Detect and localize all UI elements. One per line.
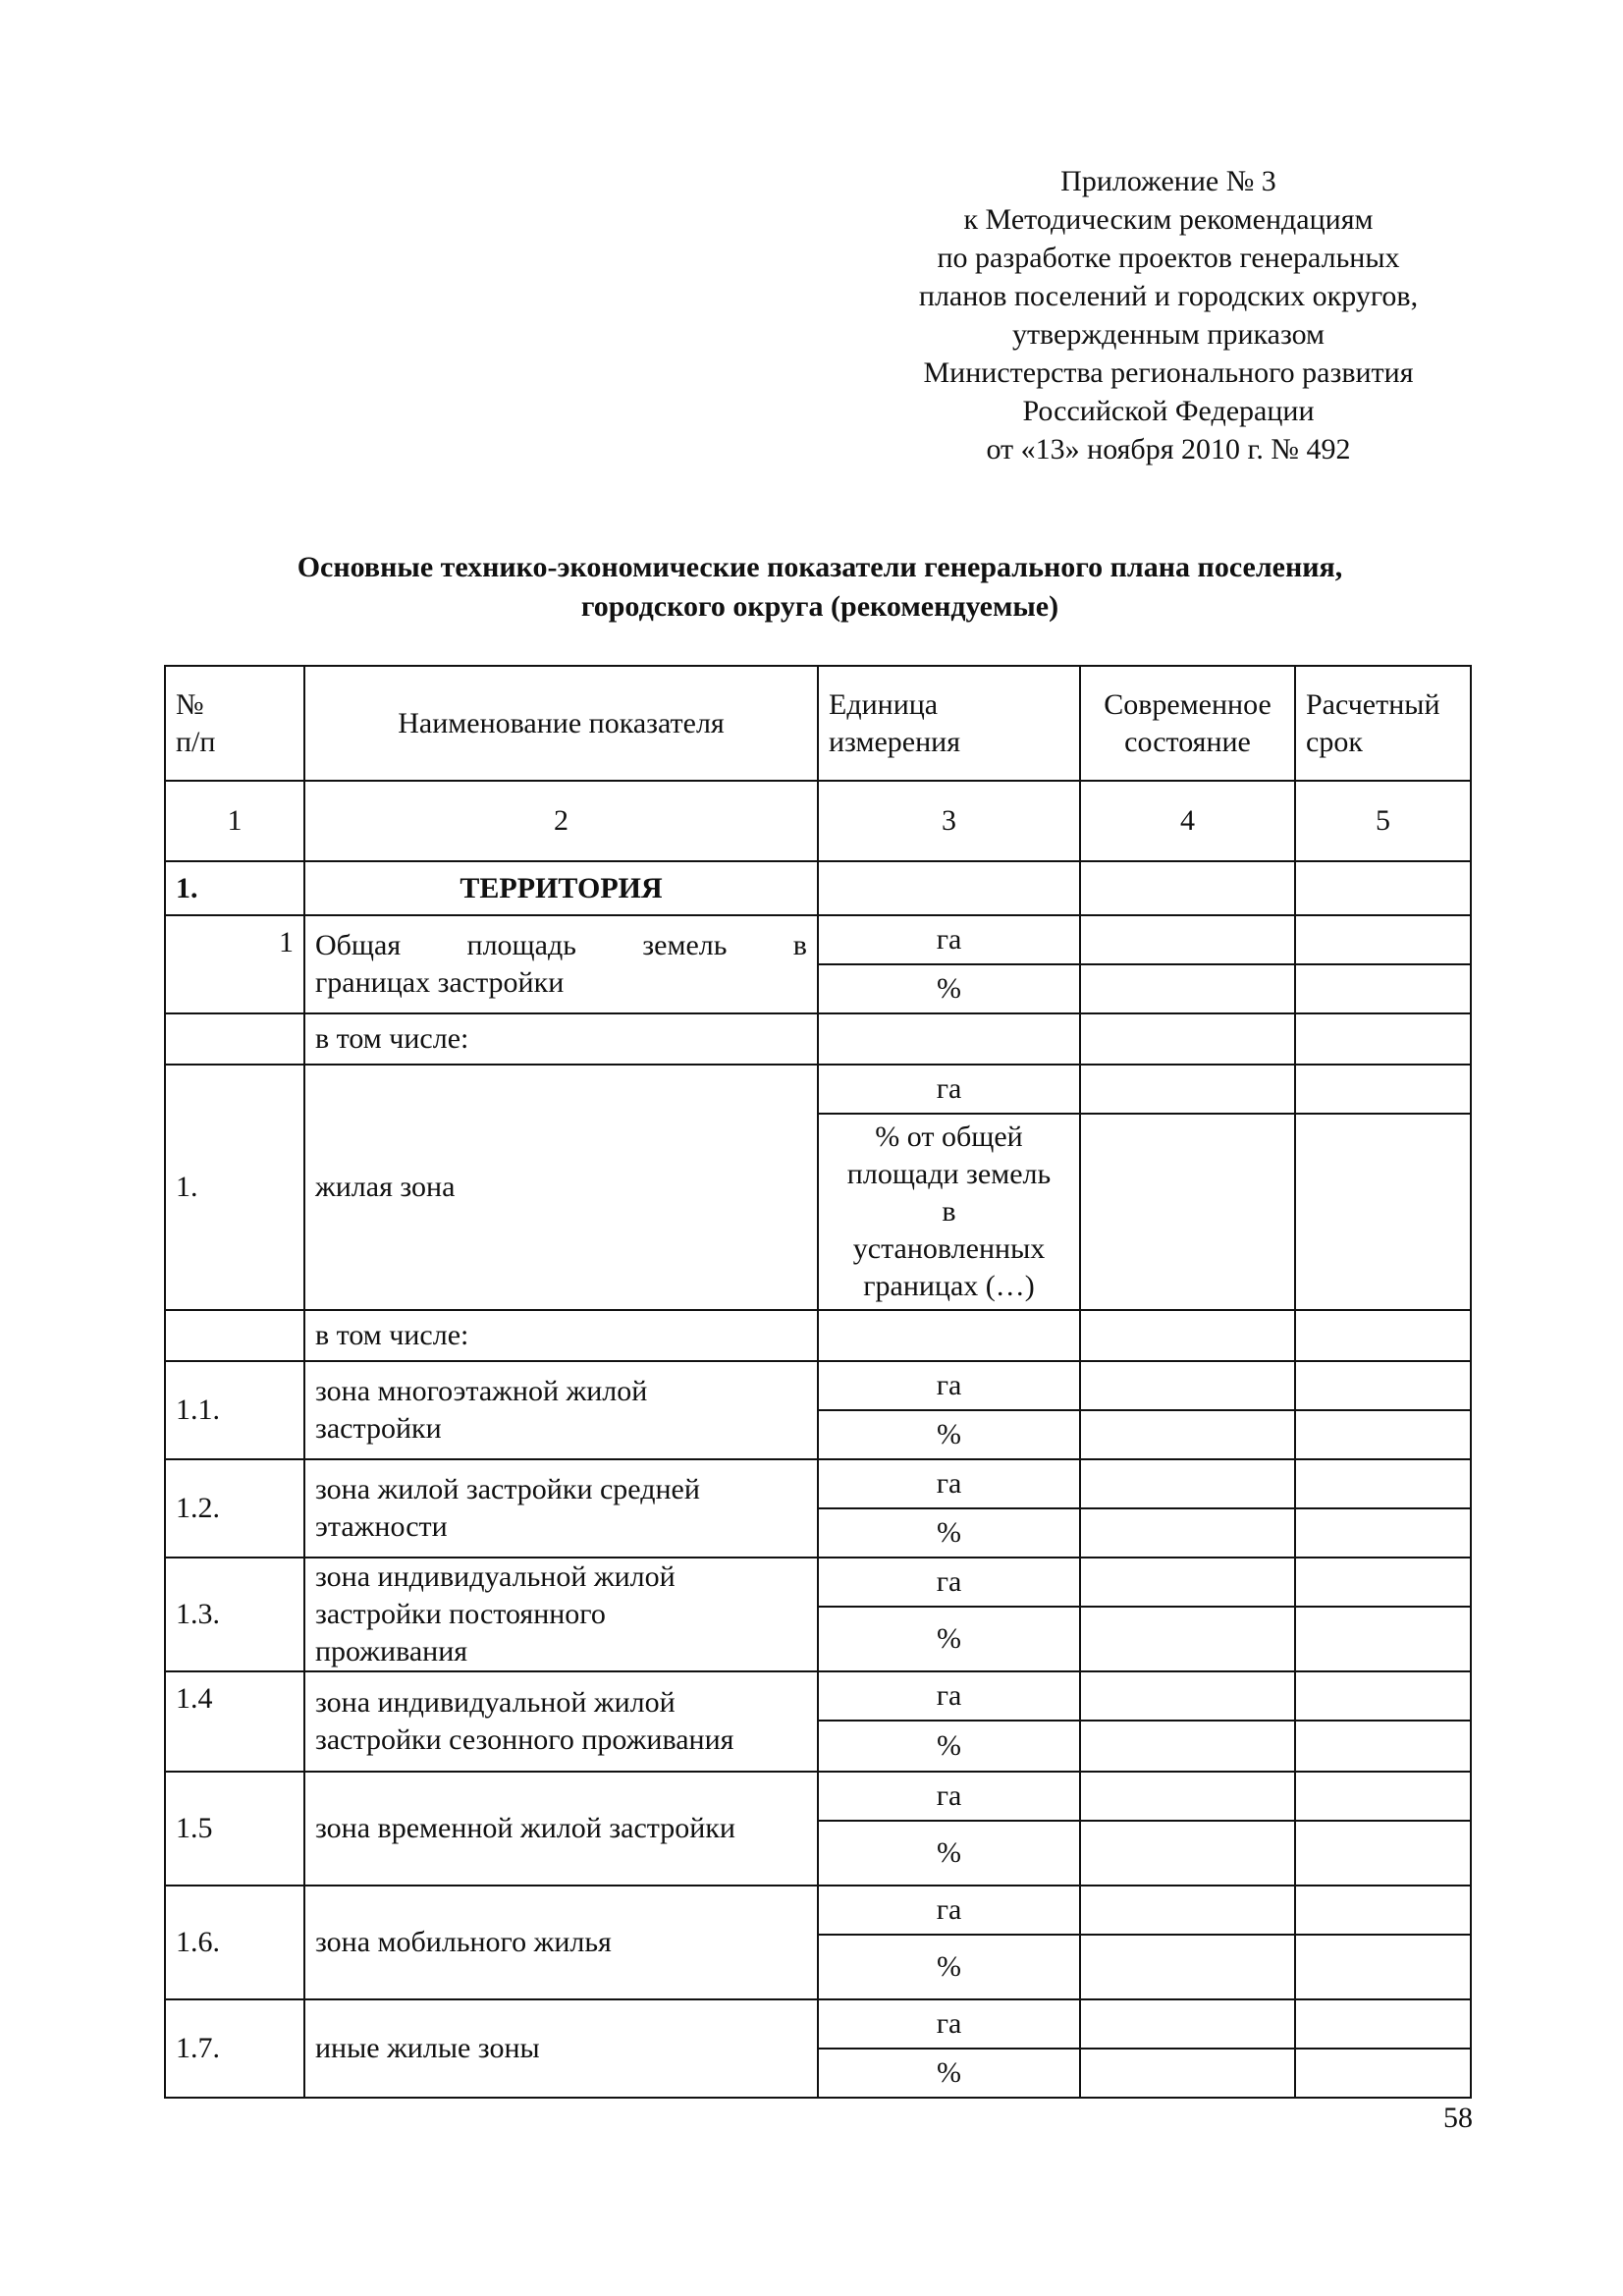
empty-cell	[1295, 1772, 1471, 1821]
unit-cell: %	[818, 1721, 1080, 1772]
row-name-line	[315, 927, 807, 964]
unit-cell: %	[818, 1508, 1080, 1558]
empty-cell	[1080, 1558, 1295, 1607]
row-num: 1.7.	[165, 1999, 304, 2098]
empty-cell	[1295, 2049, 1471, 2098]
unit-cell: %	[818, 1821, 1080, 1886]
table-row	[165, 1999, 1471, 2049]
empty-cell	[1295, 1459, 1471, 1508]
row-name-line: границах застройки	[315, 966, 565, 999]
header-unit	[818, 666, 1080, 781]
table-row	[165, 1671, 1471, 1721]
column-number: 1	[165, 781, 304, 861]
empty-cell	[1295, 1508, 1471, 1558]
row-num: 1	[165, 915, 304, 1013]
header-current-line: Современное	[1104, 687, 1271, 721]
empty-cell	[1295, 1114, 1471, 1310]
header-target	[1295, 666, 1471, 781]
table-row	[165, 1013, 1471, 1065]
table-row	[165, 1558, 1471, 1607]
header-target-line: срок	[1306, 725, 1363, 758]
empty-cell	[1080, 1065, 1295, 1114]
row-name	[304, 1671, 818, 1772]
appendix-line: по разработке проектов генеральных	[937, 242, 1400, 274]
empty-cell	[1080, 1508, 1295, 1558]
row-name	[304, 1558, 818, 1671]
row-name-line: застройки	[315, 1412, 442, 1445]
section-num: 1.	[165, 861, 304, 915]
row-name-line: застройки постоянного	[315, 1598, 606, 1630]
unit-line: границах (…)	[863, 1270, 1035, 1302]
row-name	[304, 1361, 818, 1459]
document-title-line: Основные технико-экономические показатели генерального плана поселения,	[297, 551, 1343, 583]
header-unit-line: Единица	[829, 687, 939, 721]
row-name: иные жилые зоны	[304, 1999, 818, 2098]
empty-cell	[1080, 964, 1295, 1013]
header-current	[1080, 666, 1295, 781]
unit-line: в	[942, 1195, 956, 1228]
row-num: 1.1.	[165, 1361, 304, 1459]
header-current-line: состояние	[1124, 725, 1251, 758]
header-name: Наименование показателя	[304, 666, 818, 781]
empty-cell	[1295, 1013, 1471, 1065]
document-title	[157, 548, 1483, 627]
unit-cell: %	[818, 1607, 1080, 1671]
empty-cell	[1295, 1361, 1471, 1410]
row-name	[304, 1459, 818, 1558]
unit-cell: %	[818, 2049, 1080, 2098]
row-name: в том числе:	[304, 1310, 818, 1361]
empty-cell	[1295, 1886, 1471, 1935]
empty-cell	[1295, 1821, 1471, 1886]
row-num: 1.6.	[165, 1886, 304, 1999]
empty-cell	[1295, 915, 1471, 964]
appendix-line: планов поселений и городских округов,	[918, 280, 1419, 312]
empty-cell	[1080, 1013, 1295, 1065]
empty-cell	[1080, 1772, 1295, 1821]
appendix-line: Приложение № 3	[1060, 165, 1276, 197]
row-num: 1.5	[165, 1772, 304, 1886]
header-num-line: №	[176, 687, 204, 721]
unit-line: установленных	[852, 1232, 1046, 1265]
unit-cell: га	[818, 1886, 1080, 1935]
page-number: 58	[1443, 2102, 1473, 2134]
unit-cell: %	[818, 964, 1080, 1013]
row-name: жилая зона	[304, 1065, 818, 1310]
appendix-header	[864, 162, 1473, 468]
appendix-line: утвержденным приказом	[1011, 318, 1325, 351]
empty-cell	[818, 1013, 1080, 1065]
empty-cell	[1080, 2049, 1295, 2098]
header-target-line: Расчетный	[1306, 687, 1440, 721]
row-name-line: проживания	[315, 1635, 468, 1667]
row-name: зона временной жилой застройки	[304, 1772, 818, 1886]
empty-cell	[1080, 1721, 1295, 1772]
section-row	[165, 861, 1471, 915]
table-row	[165, 1459, 1471, 1508]
unit-cell: га	[818, 1999, 1080, 2049]
empty-cell	[1080, 1114, 1295, 1310]
unit-cell: га	[818, 1459, 1080, 1508]
empty-cell	[818, 1310, 1080, 1361]
empty-cell	[1295, 964, 1471, 1013]
empty-cell	[1295, 1999, 1471, 2049]
header-unit-line: измерения	[829, 725, 961, 758]
empty-cell	[1080, 1999, 1295, 2049]
unit-cell: га	[818, 1671, 1080, 1721]
table-row	[165, 915, 1471, 964]
section-name: ТЕРРИТОРИЯ	[304, 861, 818, 915]
unit-cell: га	[818, 915, 1080, 964]
column-number: 5	[1295, 781, 1471, 861]
empty-cell	[1080, 1410, 1295, 1459]
empty-cell	[1080, 1361, 1295, 1410]
appendix-line: от «13» ноября 2010 г. № 492	[986, 433, 1351, 465]
row-name-word: площадь	[466, 929, 576, 961]
empty-cell	[1295, 1721, 1471, 1772]
unit-cell	[818, 1114, 1080, 1310]
column-number: 3	[818, 781, 1080, 861]
unit-cell: га	[818, 1558, 1080, 1607]
empty-cell	[165, 1310, 304, 1361]
empty-cell	[1295, 1558, 1471, 1607]
row-num: 1.4	[165, 1671, 304, 1772]
row-name-line: этажности	[315, 1510, 448, 1543]
row-name-word: в	[792, 929, 807, 961]
column-number-row	[165, 781, 1471, 861]
appendix-line: Российской Федерации	[1022, 395, 1315, 427]
row-name: зона мобильного жилья	[304, 1886, 818, 1999]
indicators-table	[164, 665, 1472, 2099]
empty-cell	[1295, 1310, 1471, 1361]
table-row	[165, 1065, 1471, 1114]
row-name-word: земель	[642, 929, 728, 961]
row-name-line: зона индивидуальной жилой	[315, 1560, 676, 1593]
empty-cell	[1295, 1607, 1471, 1671]
empty-cell	[1295, 1935, 1471, 1999]
unit-cell: га	[818, 1065, 1080, 1114]
unit-line: % от общей	[875, 1121, 1023, 1153]
empty-cell	[1295, 861, 1471, 915]
row-name	[304, 915, 818, 1013]
row-name-line: зона жилой застройки средней	[315, 1473, 700, 1505]
empty-cell	[1295, 1671, 1471, 1721]
row-name: в том числе:	[304, 1013, 818, 1065]
appendix-line: Министерства регионального развития	[923, 356, 1414, 389]
row-name-word: Общая	[315, 929, 402, 961]
empty-cell	[1080, 1459, 1295, 1508]
unit-cell: га	[818, 1361, 1080, 1410]
unit-cell: %	[818, 1935, 1080, 1999]
table-row	[165, 1772, 1471, 1821]
row-num: 1.3.	[165, 1558, 304, 1671]
table-row	[165, 1886, 1471, 1935]
header-num-line: п/п	[176, 725, 216, 758]
empty-cell	[1080, 915, 1295, 964]
unit-cell: %	[818, 1410, 1080, 1459]
row-num: 1.2.	[165, 1459, 304, 1558]
unit-cell: га	[818, 1772, 1080, 1821]
empty-cell	[1295, 1410, 1471, 1459]
empty-cell	[1080, 1821, 1295, 1886]
table-header-row	[165, 666, 1471, 781]
row-name-line: зона индивидуальной жилой	[315, 1686, 676, 1719]
empty-cell	[1080, 1310, 1295, 1361]
empty-cell	[1080, 1935, 1295, 1999]
row-num: 1.	[165, 1065, 304, 1310]
empty-cell	[818, 861, 1080, 915]
column-number: 2	[304, 781, 818, 861]
document-title-line: городского округа (рекомендуемые)	[580, 590, 1059, 623]
empty-cell	[1080, 1607, 1295, 1671]
row-name-line: застройки сезонного проживания	[315, 1723, 734, 1756]
table-row	[165, 1310, 1471, 1361]
empty-cell	[165, 1013, 304, 1065]
empty-cell	[1080, 1886, 1295, 1935]
empty-cell	[1080, 861, 1295, 915]
unit-line: площади земель	[846, 1158, 1052, 1190]
table-row	[165, 1361, 1471, 1410]
empty-cell	[1295, 1065, 1471, 1114]
header-num	[165, 666, 304, 781]
empty-cell	[1080, 1671, 1295, 1721]
row-name-line: зона многоэтажной жилой	[315, 1375, 648, 1407]
appendix-line: к Методическим рекомендациям	[963, 203, 1374, 236]
column-number: 4	[1080, 781, 1295, 861]
